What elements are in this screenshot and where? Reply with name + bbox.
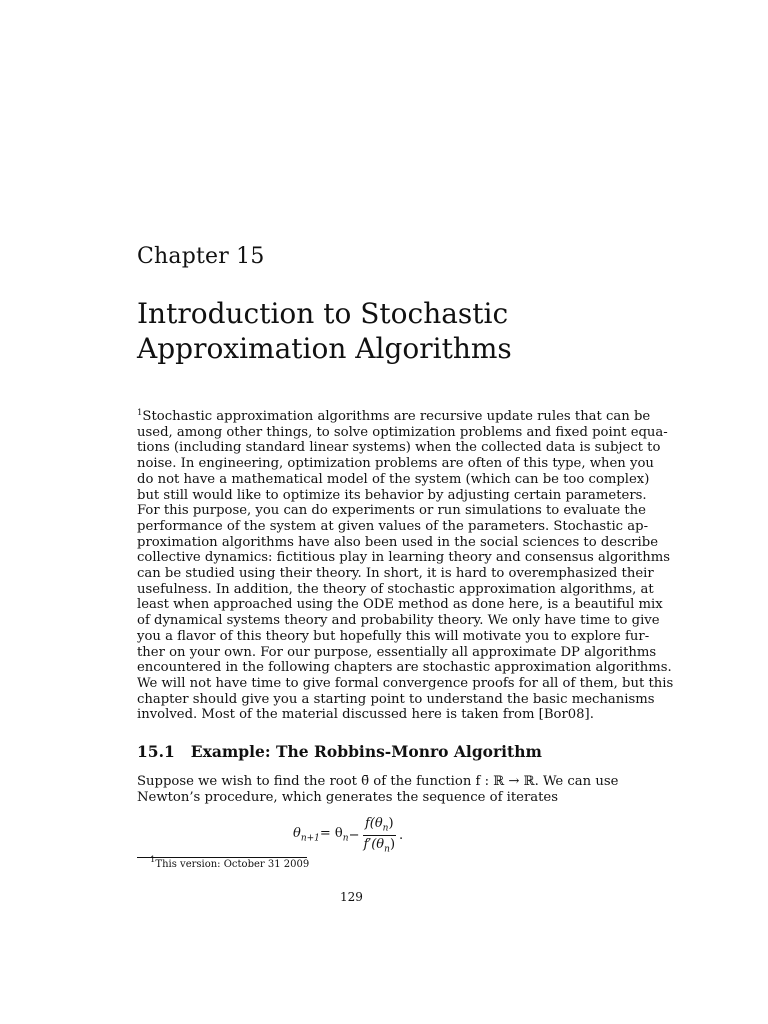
- footnote-rule: [137, 857, 307, 858]
- section-line: Newton’s procedure, which generates the sequence of iterates: [137, 790, 559, 805]
- intro-line-text: you a flavor of this theory but hopefully this will motivate you to explore fur-: [137, 628, 650, 644]
- intro-line-text: noise. In engineering, optimization problems are often of this type, when you: [137, 456, 654, 472]
- intro-line: [137, 408, 651, 425]
- intro-line: [137, 550, 670, 566]
- intro-line-text: least when approached using the ODE method as done here, is a beautiful mix: [137, 597, 663, 613]
- section-number: 15.1: [137, 742, 175, 761]
- newton-equation: [293, 816, 403, 854]
- chapter-label: Chapter 15: [137, 244, 265, 269]
- intro-line: [137, 424, 668, 441]
- intro-line: [137, 534, 658, 551]
- intro-line: [137, 644, 657, 661]
- intro-line: [137, 628, 650, 645]
- intro-line-text: We will not have time to give formal convergence proofs for all of them, but this: [137, 675, 674, 691]
- section-paragraph: [137, 774, 619, 806]
- intro-line-text: usefulness. In addition, the theory of stochastic approximation algorithms, at: [137, 581, 654, 597]
- intro-line-text: encountered in the following chapters are stochastic approximation algorithms.: [137, 660, 672, 676]
- intro-line-text: used, among other things, to solve optimization problems and fixed point equa-: [137, 424, 668, 440]
- intro-line-text: tions (including standard linear systems) when the collected data is subject to: [137, 440, 661, 456]
- intro-line-text: performance of the system at given values of the parameters. Stochastic ap-: [137, 518, 649, 534]
- intro-line-text: but still would like to optimize its behavior by adjusting certain parameters.: [137, 487, 647, 503]
- intro-line: [137, 691, 655, 708]
- intro-line: [137, 566, 654, 582]
- intro-footnote-mark: 1: [137, 408, 143, 418]
- equation-eq: = $\theta_n$: [319, 826, 349, 844]
- intro-line: [137, 675, 674, 692]
- equation-fraction: [361, 816, 397, 854]
- chapter-title-line-2: Approximation Algorithms: [137, 332, 512, 365]
- equation-trail: .: [399, 827, 404, 843]
- intro-line-text: For this purpose, you can do experiments or run simulations to evaluate the: [137, 503, 646, 519]
- chapter-title-line-1: Introduction to Stochastic: [137, 297, 509, 330]
- intro-line: [137, 581, 654, 598]
- chapter-title: [137, 296, 617, 366]
- intro-line: [137, 471, 650, 488]
- intro-line: [137, 487, 647, 504]
- footnote-mark: 1: [150, 855, 156, 865]
- equation-denominator: $f'(\theta_n)$: [363, 836, 396, 855]
- intro-line: [137, 707, 594, 723]
- section-line: Suppose we wish to find the root θ̄ of the function f : ℝ → ℝ. We can use: [137, 774, 619, 789]
- section-title: Example: The Robbins-Monro Algorithm: [190, 742, 542, 761]
- intro-line: [137, 613, 660, 629]
- intro-line: [137, 440, 661, 456]
- intro-line-text: involved. Most of the material discussed here is taken from [Bor08].: [137, 707, 594, 723]
- section-heading: [137, 742, 542, 761]
- intro-line: [137, 660, 672, 676]
- intro-line: [137, 518, 649, 535]
- intro-line: [137, 456, 654, 472]
- intro-line-text: do not have a mathematical model of the system (which can be too complex): [137, 471, 650, 487]
- footnote-text: This version: October 31 2009: [155, 859, 310, 870]
- intro-line-text: of dynamical systems theory and probability theory. We only have time to give: [137, 613, 660, 629]
- intro-line: [137, 503, 646, 519]
- intro-line-text: chapter should give you a starting point to understand the basic mechanisms: [137, 691, 655, 707]
- intro-line-text: can be studied using their theory. In short, it is hard to overemphasized their: [137, 566, 654, 582]
- intro-line-text: collective dynamics: fictitious play in learning theory and consensus algorithms: [137, 550, 670, 566]
- intro-line-text: ther on your own. For our purpose, essentially all approximate DP algorithms: [137, 644, 657, 660]
- equation-numerator: $f(\theta_n)$: [364, 816, 394, 834]
- footnote: [150, 855, 310, 870]
- intro-paragraph: [137, 408, 674, 723]
- intro-line-text: proximation algorithms have also been used in the social sciences to describe: [137, 534, 658, 550]
- equation-lhs: $\theta_{n+1}$: [293, 826, 320, 844]
- intro-line: [137, 597, 663, 613]
- equation-minus: −: [348, 827, 360, 843]
- page-number: 129: [340, 890, 363, 904]
- intro-line-text: Stochastic approximation algorithms are recursive update rules that can be: [142, 409, 651, 424]
